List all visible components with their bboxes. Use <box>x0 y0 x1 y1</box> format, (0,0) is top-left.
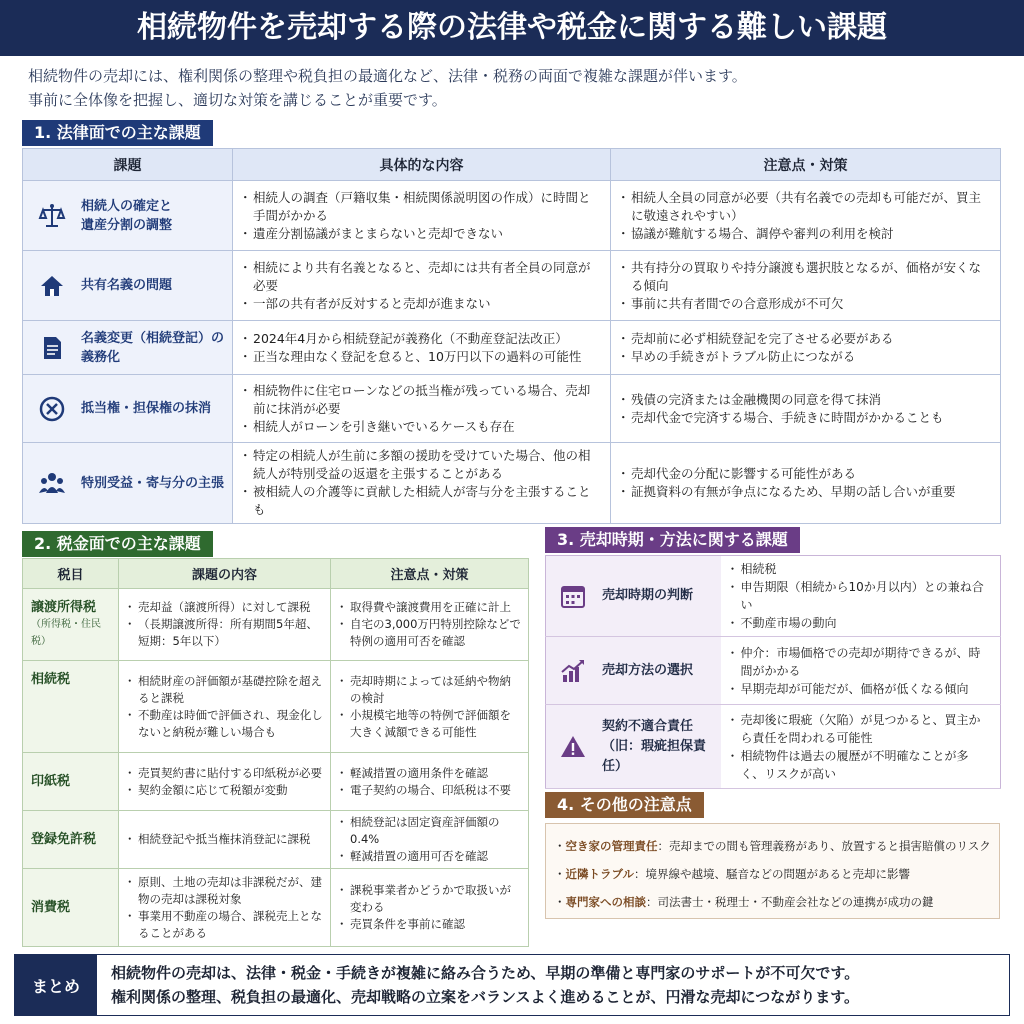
list-item: ・ 課税事業者かどうかで取扱いが変わる <box>338 882 521 916</box>
list-item: ・ 電子契約の場合、印紙税は不要 <box>338 782 521 799</box>
column-header: 注意点・対策 <box>331 559 529 589</box>
table-row <box>23 443 1001 524</box>
document-icon <box>37 333 67 363</box>
tax-name: 相続税 <box>31 672 71 687</box>
list-item: ・ 共有持分の買取りや持分譲渡も選択肢となるが、価格が安くなる傾向 <box>619 259 992 295</box>
summary-box <box>14 954 1010 1016</box>
list-item: ・ 仲介：市場価格での売却が期待できるが、時間がかかる <box>729 644 993 680</box>
column-header: 課題の内容 <box>119 559 331 589</box>
issue-label: 共有名義の問題 <box>81 278 173 293</box>
column-header: 税目 <box>23 559 119 589</box>
table-row <box>546 637 1001 705</box>
list-item: ・ 売却益（譲渡所得）に対して課税 <box>126 599 323 616</box>
list-item: ・ 2024年4月から相続登記が義務化（不動産登記法改正） <box>241 330 602 348</box>
summary-line: 相続物件の売却は、法律・税金・手続きが複雑に絡み合うため、早期の準備と専門家のサポートが不可欠です。 <box>111 964 860 982</box>
other-notes-box <box>545 823 1000 919</box>
list-item: ・ 特定の相続人が生前に多額の援助を受けていた場合、他の相続人が特別受益の返還を主張することがある <box>241 447 602 483</box>
list-item: ・ 自宅の3,000万円特別控除などで特例の適用可否を確認 <box>338 616 521 650</box>
calendar-icon <box>558 581 588 611</box>
timing-issues-table <box>545 555 1001 789</box>
list-item: ・ 相続人全員の同意が必要（共有名義での売却も可能だが、買主に敬遠されやすい） <box>619 189 992 225</box>
list-item: ・ 証拠資料の有無が争点になるため、早期の話し合いが重要 <box>619 483 992 501</box>
scales-icon <box>37 201 67 231</box>
list-item: ・ 小規模宅地等の特例で評価額を大きく減額できる可能性 <box>338 707 521 741</box>
chart-icon <box>558 656 588 686</box>
table-row <box>546 705 1001 789</box>
list-item: ・ 相続物件は過去の履歴が不明確なことが多く、リスクが高い <box>729 747 993 783</box>
list-item: ・ 被相続人の介護等に貢献した相続人が寄与分を主張することも <box>241 483 602 519</box>
list-item: ・空き家の管理責任：売却までの間も管理義務があり、放置すると損害賠償のリスク <box>554 839 991 853</box>
list-item: ・ 相続人の調査（戸籍収集・相続関係説明図の作成）に時間と手間がかかる <box>241 189 602 225</box>
tax-name: 印紙税 <box>31 774 71 789</box>
page-title: 相続物件を売却する際の法律や税金に関する難しい課題 <box>0 0 1024 56</box>
column-header: 課題 <box>23 149 233 181</box>
list-item: ・ 相続登記や抵当権抹消登記に課税 <box>126 831 323 848</box>
issue-label: 名義変更（相続登記）の 義務化 <box>81 330 225 365</box>
list-item: ・ 事業用不動産の場合、課税売上となることがある <box>126 908 323 942</box>
table-row <box>23 589 529 661</box>
people-icon <box>37 468 67 498</box>
timing-label: 売却時期の判断 <box>602 588 694 603</box>
timing-label: 契約不適合責任 （旧：瑕疵担保責任） <box>602 718 707 774</box>
column-header: 注意点・対策 <box>611 149 1001 181</box>
table-row <box>23 251 1001 321</box>
timing-section-heading: 3. 売却時期・方法に関する課題 <box>545 527 800 553</box>
list-item: ・ 相続人がローンを引き継いでいるケースも存在 <box>241 418 602 436</box>
issue-label: 特別受益・寄与分の主張 <box>81 475 225 491</box>
legal-issues-table <box>22 148 1001 524</box>
list-item: ・ 売却時期によっては延納や物納の検討 <box>338 673 521 707</box>
list-item: ・ 相続により共有名義となると、売却には共有者全員の同意が必要 <box>241 259 602 295</box>
table-row <box>23 321 1001 375</box>
list-item: ・ 協議が難航する場合、調停や審判の利用を検討 <box>619 225 992 243</box>
list-item: ・ 残債の完済または金融機関の同意を得て抹消 <box>619 391 992 409</box>
table-row <box>23 753 529 811</box>
list-item: ・専門家への相談：司法書士・税理士・不動産会社などの連携が成功の鍵 <box>554 895 934 909</box>
table-row <box>546 556 1001 637</box>
column-header: 具体的な内容 <box>233 149 611 181</box>
table-row <box>23 181 1001 251</box>
cancel-circle-icon <box>37 394 67 424</box>
summary-text <box>97 955 1009 1015</box>
summary-label: まとめ <box>15 955 97 1015</box>
list-item: ・ 軽減措置の適用条件を確認 <box>338 765 521 782</box>
list-item: ・ 売却前に必ず相続登記を完了させる必要がある <box>619 330 992 348</box>
list-item: ・ 不動産は時価で評価され、現金化しないと納税が難しい場合も <box>126 707 323 741</box>
list-item: ・ 契約金額に応じて税額が変動 <box>126 782 323 799</box>
list-item: ・ 売却代金の分配に影響する可能性がある <box>619 465 992 483</box>
house-icon <box>37 271 67 301</box>
tax-name: 登録免許税 <box>31 832 97 847</box>
list-item: ・ 相続物件に住宅ローンなどの抵当権が残っている場合、売却前に抹消が必要 <box>241 382 602 418</box>
list-item: ・ 遺産分割協議がまとまらないと売却できない <box>241 225 602 243</box>
table-header-row <box>23 559 529 589</box>
list-item: ・近隣トラブル：境界線や越境、騒音などの問題があると売却に影響 <box>554 867 911 881</box>
tax-section-heading: 2. 税金面での主な課題 <box>22 531 213 557</box>
intro-line: 相続物件の売却には、権利関係の整理や税負担の最適化など、法律・税務の両面で複雑な課題が伴います。 <box>28 67 747 85</box>
table-row <box>23 661 529 753</box>
summary-line: 権利関係の整理、税負担の最適化、売却戦略の立案をバランスよく進めることが、円滑な売却につながります。 <box>111 988 860 1006</box>
list-item: ・ （長期譲渡所得：所有期間5年超、短期：5年以下） <box>126 616 323 650</box>
intro-line: 事前に全体像を把握し、適切な対策を講じることが重要です。 <box>28 91 447 109</box>
legal-section-heading: 1. 法律面での主な課題 <box>22 120 213 146</box>
list-item: ・ 正当な理由なく登記を怠ると、10万円以下の過料の可能性 <box>241 348 602 366</box>
issue-label: 抵当権・担保権の抹消 <box>81 401 212 416</box>
list-item: ・ 申告期限（相続から10か月以内）との兼ね合い <box>729 578 993 614</box>
list-item: ・ 相続登記は固定資産評価額の0.4% <box>338 814 521 848</box>
list-item: ・ 取得費や譲渡費用を正確に計上 <box>338 599 521 616</box>
list-item: ・ 原則、土地の売却は非課税だが、建物の売却は課税対象 <box>126 874 323 908</box>
list-item: ・ 相続税 <box>729 560 993 578</box>
tax-name: 譲渡所得税 <box>31 600 97 615</box>
list-item: ・ 軽減措置の適用可否を確認 <box>338 848 521 865</box>
table-row <box>23 811 529 869</box>
other-section-heading: 4. その他の注意点 <box>545 792 704 818</box>
table-row <box>23 375 1001 443</box>
issue-label: 相続人の確定と 遺産分割の調整 <box>81 198 173 233</box>
tax-subname: （所得税・住民税） <box>31 619 101 647</box>
list-item: ・ 売買契約書に貼付する印紙税が必要 <box>126 765 323 782</box>
tax-name: 消費税 <box>31 900 71 915</box>
intro-text <box>28 64 998 112</box>
table-row <box>23 869 529 947</box>
list-item: ・ 不動産市場の動向 <box>729 614 993 632</box>
list-item: ・ 売却代金で完済する場合、手続きに時間がかかることも <box>619 409 992 427</box>
list-item: ・ 売買条件を事前に確認 <box>338 916 521 933</box>
tax-issues-table <box>22 558 529 947</box>
table-header-row <box>23 149 1001 181</box>
list-item: ・ 相続財産の評価額が基礎控除を超えると課税 <box>126 673 323 707</box>
list-item: ・ 事前に共有者間での合意形成が不可欠 <box>619 295 992 313</box>
list-item: ・ 早めの手続きがトラブル防止につながる <box>619 348 992 366</box>
list-item: ・ 早期売却が可能だが、価格が低くなる傾向 <box>729 680 993 698</box>
list-item: ・ 一部の共有者が反対すると売却が進まない <box>241 295 602 313</box>
timing-label: 売却方法の選択 <box>602 662 694 678</box>
list-item: ・ 売却後に瑕疵（欠陥）が見つかると、買主から責任を問われる可能性 <box>729 711 993 747</box>
warning-icon <box>558 732 588 762</box>
